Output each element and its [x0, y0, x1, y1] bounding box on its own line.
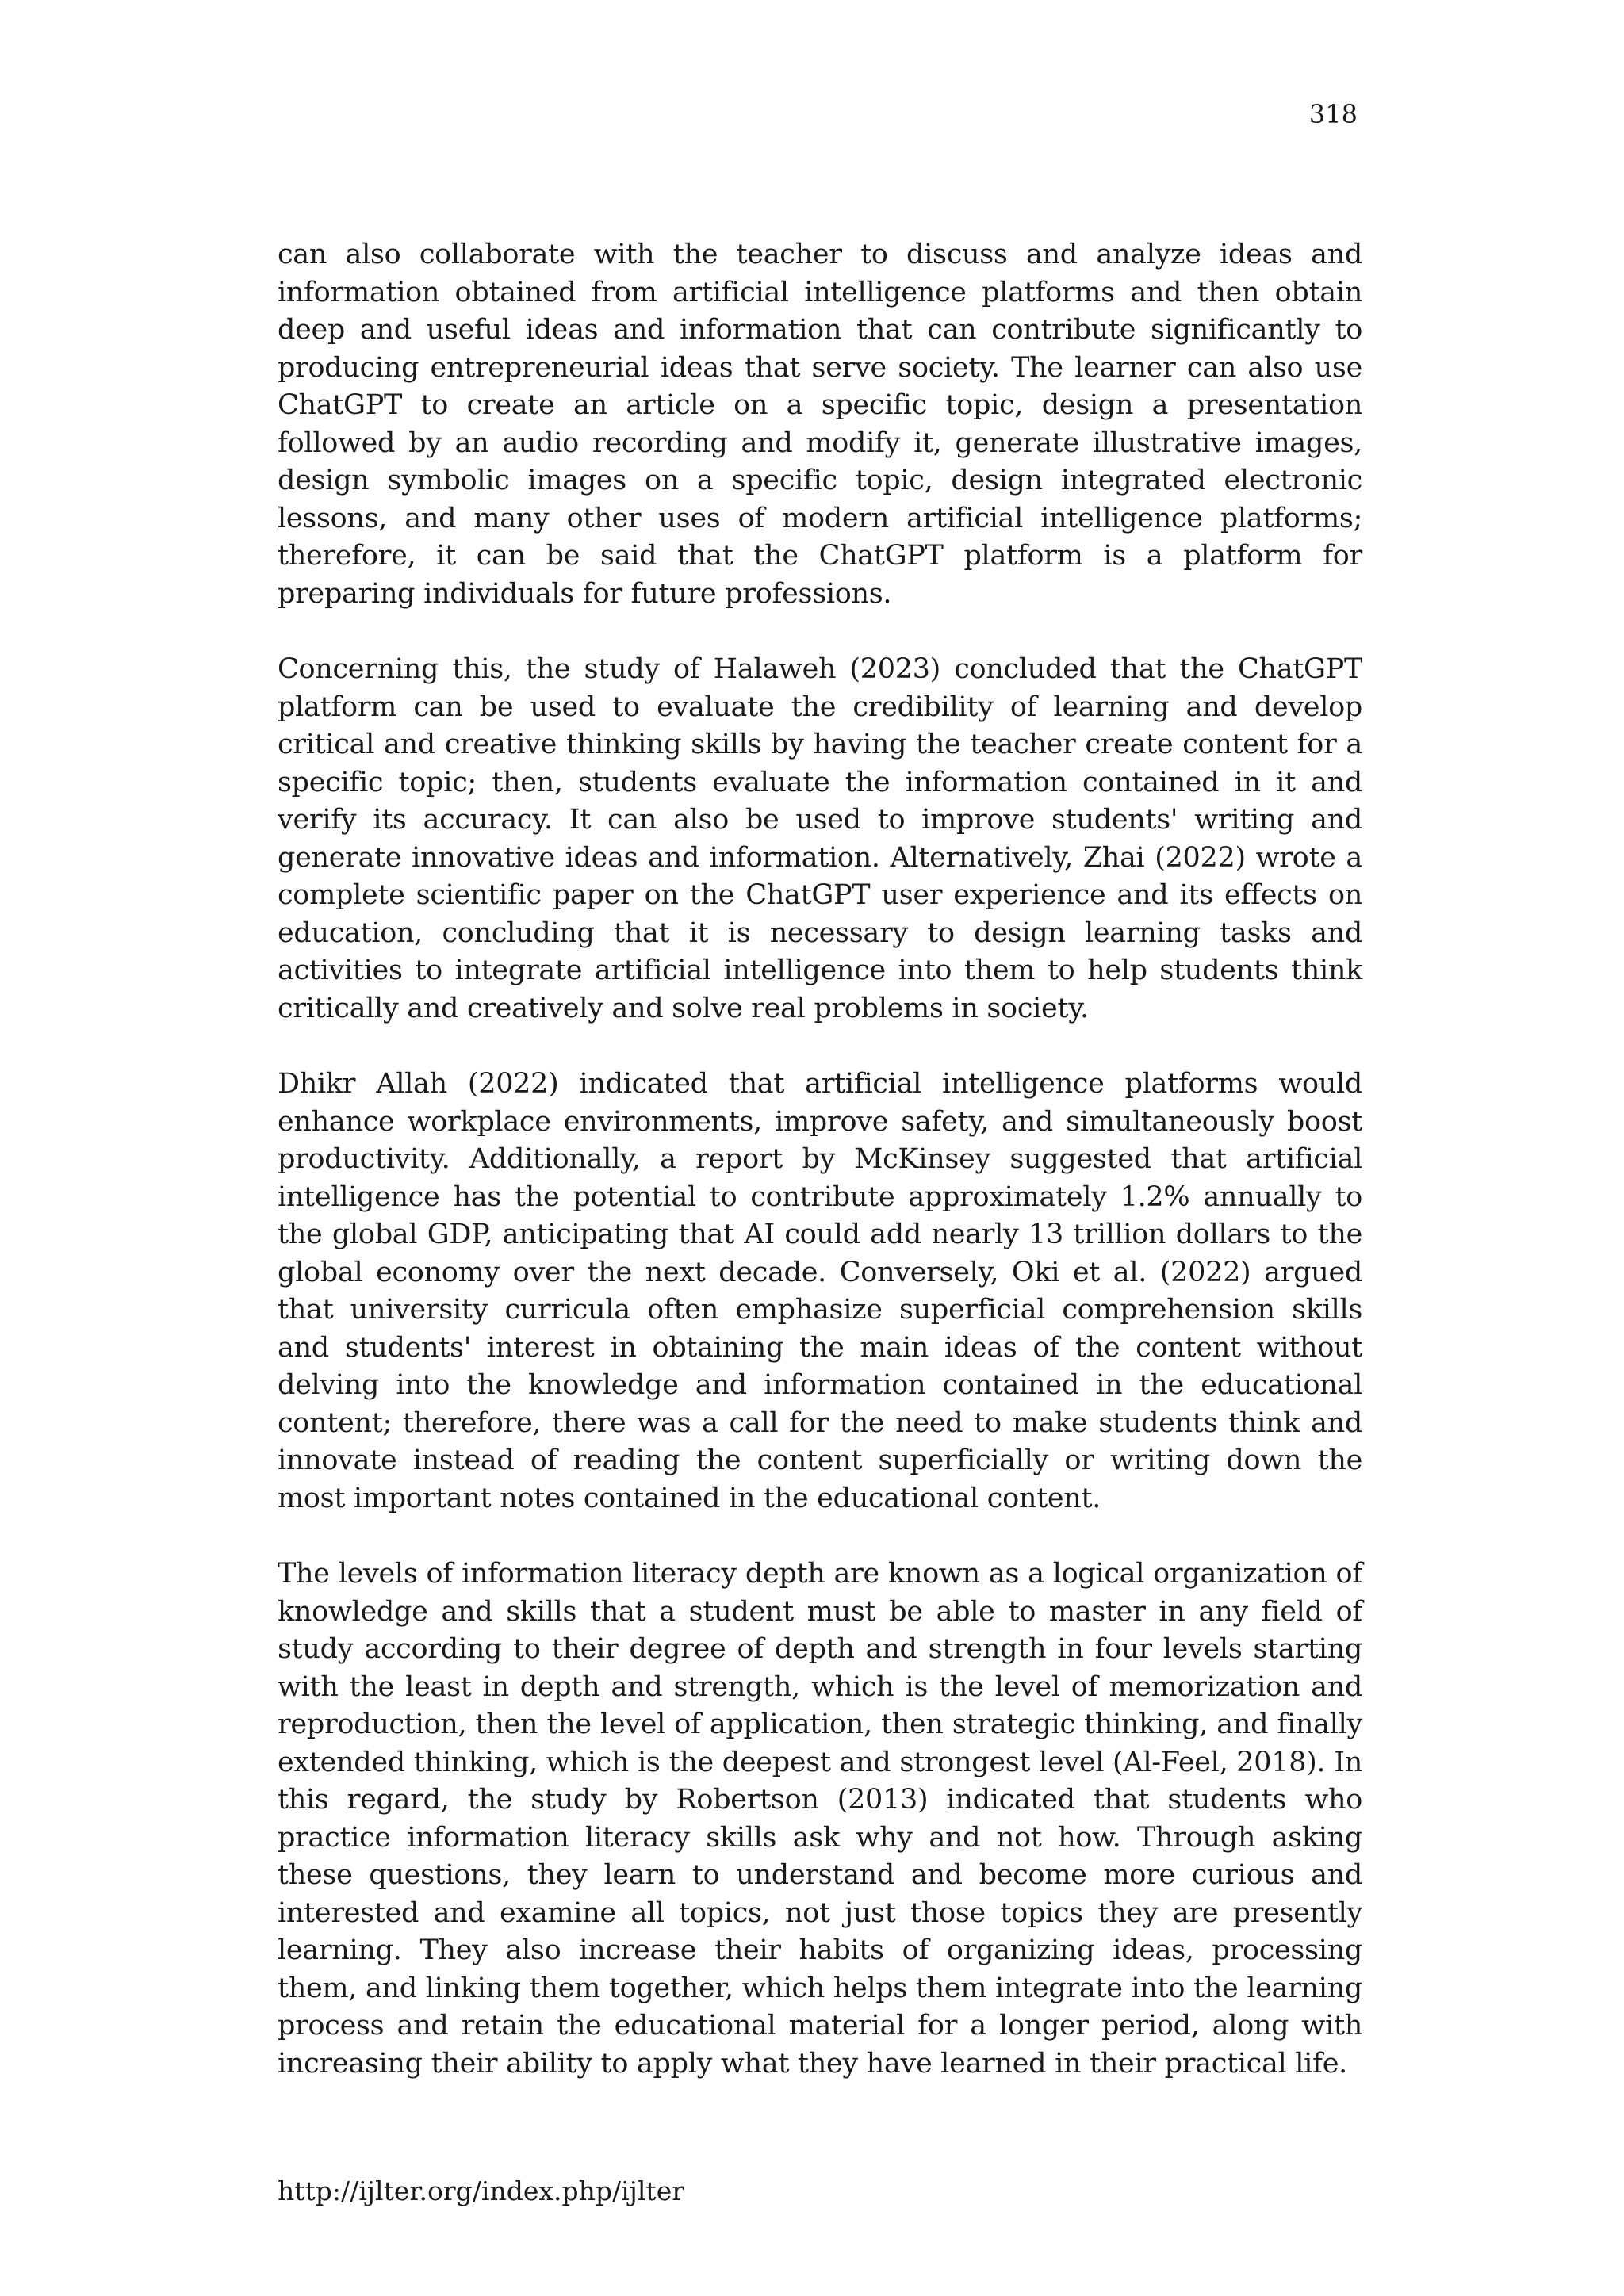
page-number: 318 — [1308, 99, 1358, 129]
paragraph-4: The levels of information literacy depth are known as a logical organization of knowledge and skills that a student must be able to master in any field of study according to their degree of depth and strength in four levels starting with the least in depth and strength, which is the level of memorization and reproduction, then the level of application, then strategic thinking, and finally extended thinking, which is the deepest and strongest level (Al-Feel, 2018). In this regard, the study by Robertson (2013) indicated that students who practice information literacy skills ask why and not how. Through asking these questions, they learn to understand and become more curious and interested and examine all topics, not just those topics they are presently learning. They also increase their habits of organizing ideas, processing them, and linking them together, which helps them integrate into the learning process and retain the educational material for a longer period, along with increasing their ability to apply what they have learned in their practical life. — [278, 1558, 1362, 2080]
body-text — [278, 236, 1362, 2121]
paragraph-2: Concerning this, the study of Halaweh (2023) concluded that the ChatGPT platform can be used to evaluate the credibility of learning and develop critical and creative thinking skills by having the teacher create content for a specific topic; then, students evaluate the information contained in it and verify its accuracy. It can also be used to improve students' writing and generate innovative ideas and information. Alternatively, Zhai (2022) wrote a complete scientific paper on the ChatGPT user experience and its effects on education, concluding that it is necessary to design learning tasks and activities to integrate artificial intelligence into them to help students think critically and creatively and solve real problems in society. — [278, 653, 1362, 1024]
paragraph-1: can also collaborate with the teacher to discuss and analyze ideas and information obtained from artificial intelligence platforms and then obtain deep and useful ideas and information that can contribute significantly to producing entrepreneurial ideas that serve society. The learner can also use ChatGPT to create an article on a specific topic, design a presentation followed by an audio recording and modify it, generate illustrative images, design symbolic images on a specific topic, design integrated electronic lessons, and many other uses of modern artificial intelligence platforms; therefore, it can be said that the ChatGPT platform is a platform for preparing individuals for future professions. — [278, 239, 1362, 610]
paragraph-3: Dhikr Allah (2022) indicated that artificial intelligence platforms would enhance workplace environments, improve safety, and simultaneously boost productivity. Additionally, a report by McKinsey suggested that artificial intelligence has the potential to contribute approximately 1.2% annually to the global GDP, anticipating that AI could add nearly 13 trillion dollars to the global economy over the next decade. Conversely, Oki et al. (2022) argued that university curricula often emphasize superficial comprehension skills and students' interest in obtaining the main ideas of the content without delving into the knowledge and information contained in the educational content; therefore, there was a call for the need to make students think and innovate instead of reading the content superficially or writing down the most important notes contained in the educational content. — [278, 1068, 1362, 1514]
footer-url[interactable]: http://ijlter.org/index.php/ijlter — [278, 2175, 684, 2206]
